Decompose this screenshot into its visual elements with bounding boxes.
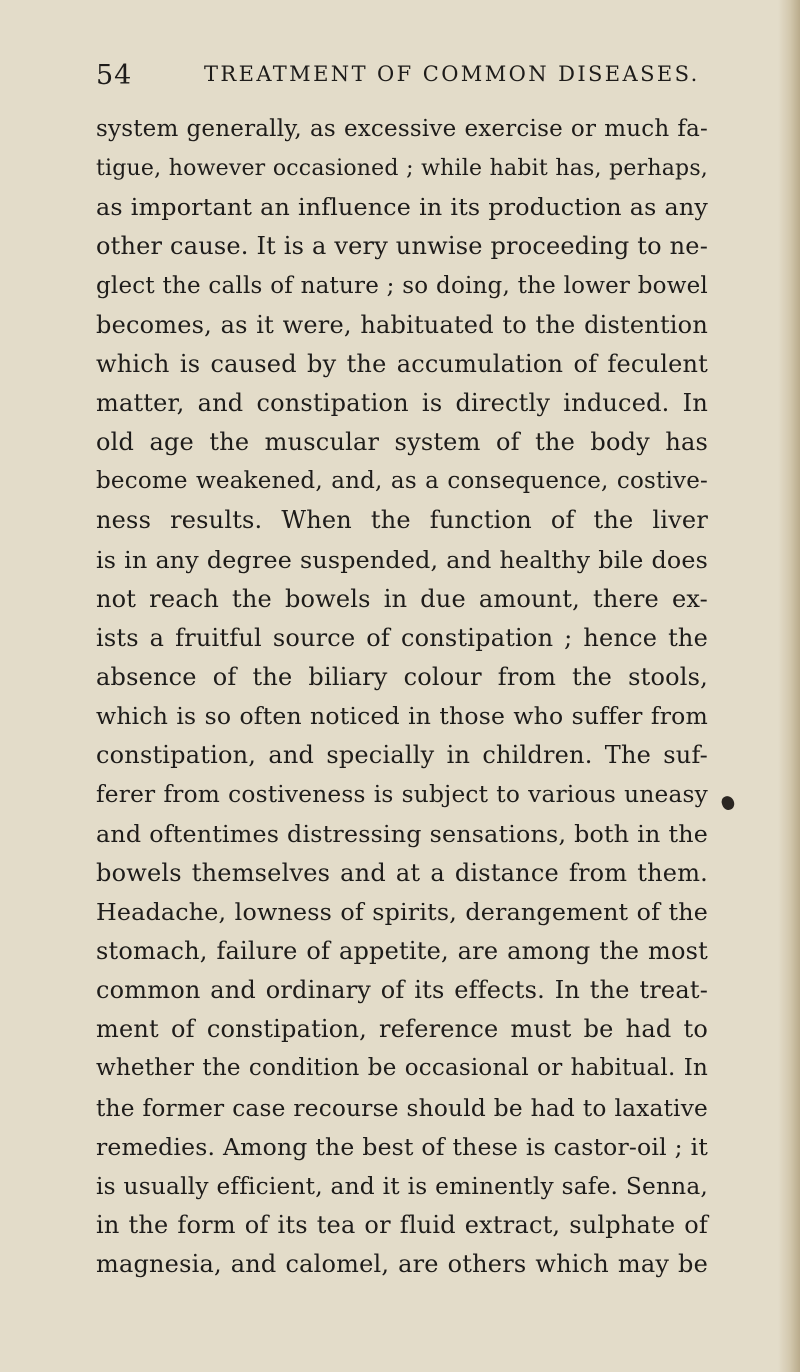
text-line: bowels themselves and at a distance from them. [96,858,708,887]
running-head: TREATMENT OF COMMON DISEASES. [204,62,700,86]
page-header [96,60,700,100]
body-text [96,110,708,1284]
text-line: ness results. When the function of the liver [96,506,708,535]
text-line: glect the calls of nature ; so doing, the lower bowel [96,272,708,299]
page-number: 54 [96,60,133,91]
ink-blot [720,794,736,811]
text-line: whether the condition be occasional or habitual. In [96,1055,708,1082]
text-line: ists a fruitful source of constipation ; hence the [96,623,708,652]
text-line: old age the muscular system of the body has [96,428,708,457]
text-line: Headache, lowness of spirits, derangement of the [96,897,708,926]
text-line: which is so often noticed in those who suffer from [96,702,708,731]
page-edge-shadow [778,0,800,1372]
text-line: stomach, failure of appetite, are among the most [96,936,708,965]
text-line: is in any degree suspended, and healthy bile does [96,545,708,574]
text-line: not reach the bowels in due amount, there ex- [96,584,708,613]
text-line: tigue, however occasioned ; while habit has, perhaps, [96,156,708,182]
text-line: in the form of its tea or fluid extract, sulphate of [96,1210,708,1239]
text-line: remedies. Among the best of these is castor-oil ; it [96,1132,708,1161]
text-line: matter, and constipation is directly induced. In [96,388,708,417]
text-line: the former case recourse should be had to laxative [96,1094,708,1122]
text-line: other cause. It is a very unwise proceeding to ne- [96,232,708,261]
text-line: magnesia, and calomel, are others which may be [96,1250,708,1279]
text-line: and oftentimes distressing sensations, both in the [96,819,708,848]
text-line: constipation, and specially in children. The suf- [96,741,708,770]
text-line: which is caused by the accumulation of feculent [96,349,708,378]
text-line: ment of constipation, reference must be had to [96,1015,708,1044]
text-line: as important an influence in its production as any [96,193,708,222]
text-line: common and ordinary of its effects. In the treat- [96,976,708,1005]
text-line: is usually efficient, and it is eminently safe. Senna, [96,1172,708,1200]
text-line: absence of the biliary colour from the stools, [96,662,708,691]
text-line: ferer from costiveness is subject to various uneasy [96,781,708,809]
text-line: become weakened, and, as a consequence, costive- [96,468,708,495]
text-line: becomes, as it were, habituated to the distention [96,310,708,339]
text-line: system generally, as excessive exercise or much fa- [96,116,708,142]
